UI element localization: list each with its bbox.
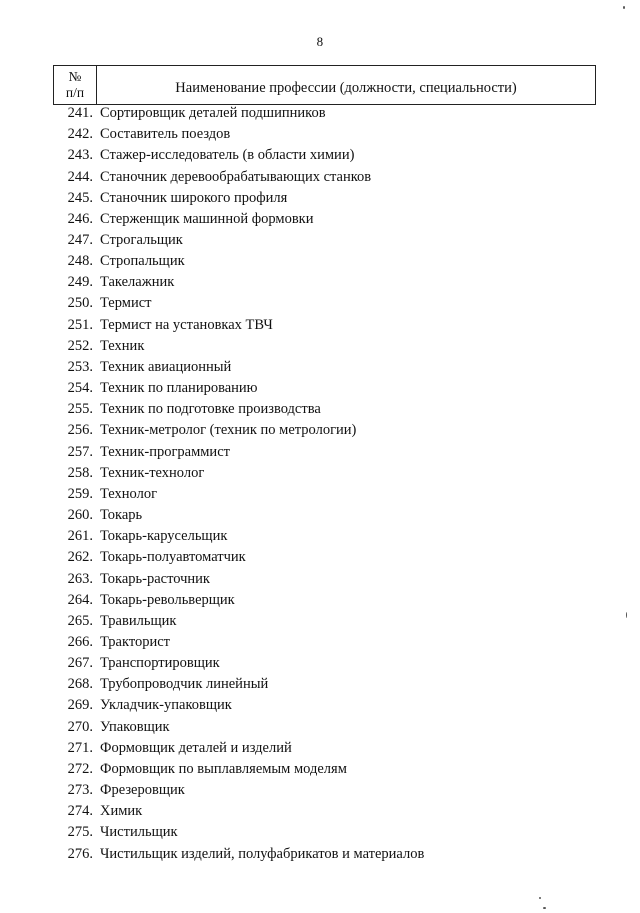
- table-row: [53, 738, 613, 759]
- table-row: [53, 124, 613, 145]
- table-row: [53, 399, 613, 420]
- profession-name: Техник: [100, 337, 145, 354]
- table-row: [53, 717, 613, 738]
- profession-name: Тракторист: [100, 633, 171, 650]
- table-row: [53, 801, 613, 822]
- row-number: 260.: [67, 507, 93, 524]
- profession-column-header: Наименование профессии (должности, специальности): [175, 79, 517, 96]
- scan-speck: [543, 907, 546, 909]
- profession-name: Составитель поездов: [100, 126, 231, 143]
- row-number: 244.: [67, 168, 93, 185]
- table-row: [53, 315, 613, 336]
- row-number: 257.: [67, 443, 93, 460]
- row-number: 256.: [67, 422, 93, 439]
- table-row: [53, 442, 613, 463]
- profession-name: Чистильщик: [100, 824, 178, 841]
- page-number: 8: [316, 34, 324, 49]
- table-row: [53, 611, 613, 632]
- row-number: 245.: [67, 189, 93, 206]
- table-row: [53, 103, 613, 124]
- profession-name: Укладчик-упаковщик: [100, 697, 232, 714]
- row-number: 263.: [67, 570, 93, 587]
- profession-name: Стропальщик: [100, 253, 185, 270]
- number-abbreviation: п/п: [65, 85, 85, 100]
- table-row: [53, 420, 613, 441]
- profession-name: Строгальщик: [100, 232, 183, 249]
- profession-name: Техник-технолог: [100, 464, 205, 481]
- row-number: 241.: [67, 105, 93, 122]
- number-column-header: [54, 66, 97, 104]
- profession-name: Трубопроводчик линейный: [100, 676, 269, 693]
- table-row: [53, 209, 613, 230]
- row-number: 243.: [67, 147, 93, 164]
- row-number: 242.: [67, 126, 93, 143]
- table-row: [53, 822, 613, 843]
- row-number: 248.: [67, 253, 93, 270]
- profession-name: Формовщик деталей и изделий: [100, 739, 292, 756]
- table-row: [53, 780, 613, 801]
- table-row: [53, 293, 613, 314]
- profession-name: Сортировщик деталей подшипников: [100, 105, 326, 122]
- profession-name: Химик: [100, 803, 143, 820]
- profession-name: Такелажник: [100, 274, 175, 291]
- row-number: 268.: [67, 676, 93, 693]
- scan-speck: [626, 612, 627, 618]
- row-number: 265.: [67, 612, 93, 629]
- row-number: 271.: [67, 739, 93, 756]
- row-number: 275.: [67, 824, 93, 841]
- table-row: [53, 759, 613, 780]
- profession-name: Стажер-исследователь (в области химии): [100, 147, 355, 164]
- profession-name: Токарь-револьверщик: [100, 591, 235, 608]
- row-number: 251.: [67, 316, 93, 333]
- profession-name: Чистильщик изделий, полуфабрикатов и материалов: [100, 845, 425, 862]
- row-number: 259.: [67, 485, 93, 502]
- row-number: 269.: [67, 697, 93, 714]
- row-number: 264.: [67, 591, 93, 608]
- profession-name: Техник по планированию: [100, 380, 258, 397]
- table-row: [53, 843, 613, 864]
- table-row: [53, 484, 613, 505]
- table-row: [53, 378, 613, 399]
- table-row: [53, 357, 613, 378]
- row-number: 261.: [67, 528, 93, 545]
- table-row: [53, 568, 613, 589]
- table-row: [53, 166, 613, 187]
- table-row: [53, 674, 613, 695]
- row-number: 250.: [67, 295, 93, 312]
- profession-name: Техник-метролог (техник по метрологии): [100, 422, 357, 439]
- table-row: [53, 145, 613, 166]
- profession-name: Стерженщик машинной формовки: [100, 210, 314, 227]
- profession-name: Токарь-полуавтоматчик: [100, 549, 246, 566]
- row-number: 266.: [67, 633, 93, 650]
- row-number: 262.: [67, 549, 93, 566]
- row-number: 276.: [67, 845, 93, 862]
- row-number: 258.: [67, 464, 93, 481]
- profession-name: Станочник широкого профиля: [100, 189, 288, 206]
- profession-name: Техник авиационный: [100, 358, 232, 375]
- profession-name: Техник-программист: [100, 443, 230, 460]
- row-number: 270.: [67, 718, 93, 735]
- number-sign: №: [68, 69, 82, 84]
- row-number: 247.: [67, 232, 93, 249]
- table-row: [53, 230, 613, 251]
- profession-name: Формовщик по выплавляемым моделям: [100, 760, 347, 777]
- profession-name: Фрезеровщик: [100, 782, 185, 799]
- profession-list: [53, 103, 613, 865]
- profession-name: Упаковщик: [100, 718, 170, 735]
- row-number: 272.: [67, 760, 93, 777]
- table-row: [53, 336, 613, 357]
- table-row: [53, 188, 613, 209]
- table-header: [53, 65, 596, 105]
- profession-name: Техник по подготовке производства: [100, 401, 321, 418]
- row-number: 252.: [67, 337, 93, 354]
- table-row: [53, 463, 613, 484]
- row-number: 253.: [67, 358, 93, 375]
- profession-name: Станочник деревообрабатывающих станков: [100, 168, 372, 185]
- scan-speck: [539, 897, 541, 899]
- scan-speck: [623, 6, 625, 9]
- profession-name: Термист: [100, 295, 152, 312]
- table-row: [53, 272, 613, 293]
- profession-name: Технолог: [100, 485, 158, 502]
- profession-name: Транспортировщик: [100, 655, 220, 672]
- row-number: 274.: [67, 803, 93, 820]
- row-number: 267.: [67, 655, 93, 672]
- row-number: 273.: [67, 782, 93, 799]
- profession-name: Термист на установках ТВЧ: [100, 316, 273, 333]
- table-row: [53, 251, 613, 272]
- table-row: [53, 632, 613, 653]
- table-row: [53, 653, 613, 674]
- profession-name: Токарь: [100, 507, 143, 524]
- row-number: 255.: [67, 401, 93, 418]
- table-row: [53, 505, 613, 526]
- profession-name: Травильщик: [100, 612, 177, 629]
- row-number: 246.: [67, 210, 93, 227]
- table-row: [53, 526, 613, 547]
- profession-name: Токарь-расточник: [100, 570, 210, 587]
- row-number: 254.: [67, 380, 93, 397]
- table-row: [53, 590, 613, 611]
- table-row: [53, 547, 613, 568]
- table-row: [53, 695, 613, 716]
- row-number: 249.: [67, 274, 93, 291]
- profession-name: Токарь-карусельщик: [100, 528, 228, 545]
